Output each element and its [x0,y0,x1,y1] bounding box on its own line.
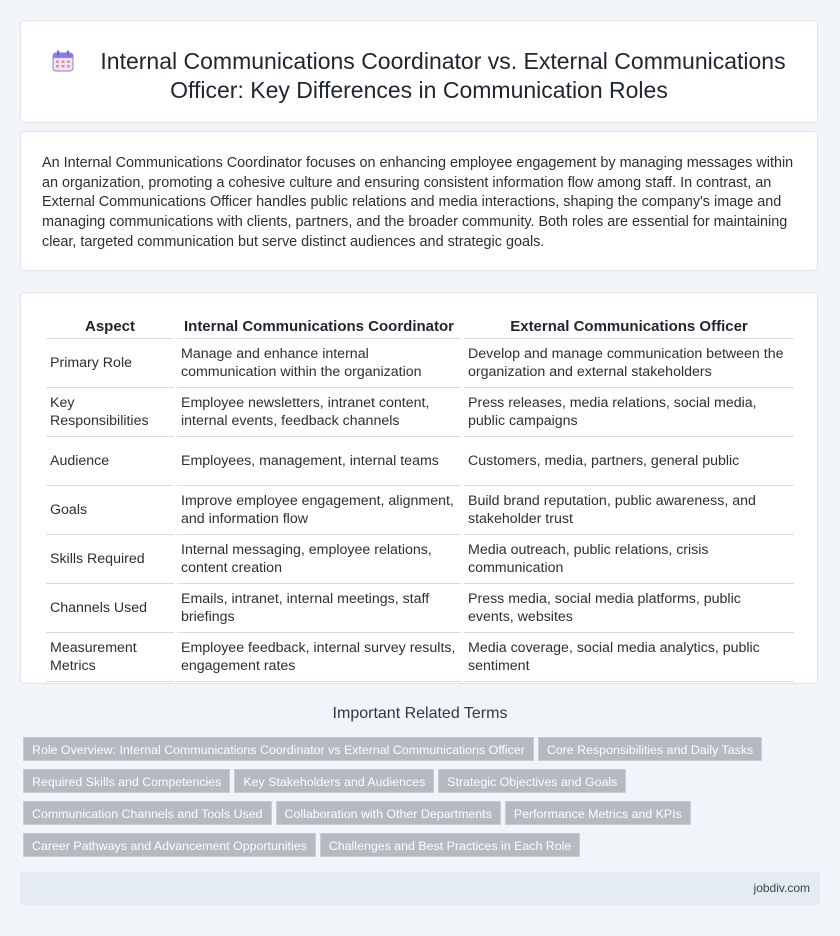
cell-aspect: Measurement Metrics [46,633,174,682]
page-title-text: Internal Communications Coordinator vs. External Communications Officer: Key Differences in Communication Roles [100,48,786,103]
cell-external: Press releases, media relations, social media, public campaigns [464,388,794,437]
cell-external: Media coverage, social media analytics, public sentiment [464,633,794,682]
cell-internal: Internal messaging, employee relations, content creation [177,535,461,584]
tag-row [23,801,823,833]
table-row [46,437,794,486]
related-terms-title: Important Related Terms [332,705,508,722]
table-header-row [46,314,794,339]
cell-aspect: Audience [46,437,174,486]
intro-paragraph: An Internal Communications Coordinator focuses on enhancing employee engagement by managing messages within an organization, promoting a cohesive culture and ensuring consistent information flow among staff. In contrast, an External Communications Officer handles public relations and media interactions, shaping the company's image and managing communications with clients, partners, and the broader community. Both roles are essential for maintaining clear, targeted communication but serve distinct audiences and strategic goals. [42,155,794,250]
related-term-tag[interactable]: Key Stakeholders and Audiences [234,769,434,793]
cell-internal: Emails, intranet, internal meetings, staff briefings [177,584,461,633]
related-term-tag[interactable]: Challenges and Best Practices in Each Role [320,833,580,857]
header-external: External Communications Officer [464,314,794,339]
tag-row [23,769,823,801]
header-aspect: Aspect [46,314,174,339]
cell-external: Build brand reputation, public awareness, and stakeholder trust [464,486,794,535]
cell-internal: Employee feedback, internal survey results, engagement rates [177,633,461,682]
related-term-tag[interactable]: Core Responsibilities and Daily Tasks [538,737,762,761]
related-term-tag[interactable]: Required Skills and Competencies [23,769,230,793]
table-row [46,339,794,388]
table-row [46,486,794,535]
footer [20,872,820,905]
related-term-tag[interactable]: Role Overview: Internal Communications Coordinator vs External Communications Officer [23,737,534,761]
related-term-tag[interactable]: Strategic Objectives and Goals [438,769,626,793]
cell-internal: Employees, management, internal teams [177,437,461,486]
cell-internal: Improve employee engagement, alignment, and information flow [177,486,461,535]
cell-external: Develop and manage communication between the organization and external stakeholders [464,339,794,388]
cell-internal: Employee newsletters, intranet content, internal events, feedback channels [177,388,461,437]
table-row [46,633,794,682]
table-row [46,388,794,437]
related-term-tag[interactable]: Collaboration with Other Departments [276,801,501,825]
header-internal: Internal Communications Coordinator [177,314,461,339]
cell-aspect: Goals [46,486,174,535]
related-term-tag[interactable]: Career Pathways and Advancement Opportunities [23,833,316,857]
comparison-table-card [20,292,818,684]
cell-external: Customers, media, partners, general public [464,437,794,486]
cell-internal: Manage and enhance internal communication within the organization [177,339,461,388]
tag-row [23,833,823,865]
table-row [46,584,794,633]
related-term-tag[interactable]: Communication Channels and Tools Used [23,801,272,825]
related-term-tag[interactable]: Performance Metrics and KPIs [505,801,691,825]
footer-site: jobdiv.com [753,881,810,895]
intro-card [20,131,818,271]
cell-external: Press media, social media platforms, public events, websites [464,584,794,633]
cell-aspect: Skills Required [46,535,174,584]
calendar-icon [52,50,74,72]
page-title [21,47,817,105]
cell-aspect: Channels Used [46,584,174,633]
cell-aspect: Primary Role [46,339,174,388]
cell-external: Media outreach, public relations, crisis communication [464,535,794,584]
title-card [20,20,818,123]
cell-aspect: Key Responsibilities [46,388,174,437]
comparison-table [43,314,797,682]
related-terms-list [23,737,823,865]
table-row [46,535,794,584]
tag-row [23,737,823,769]
